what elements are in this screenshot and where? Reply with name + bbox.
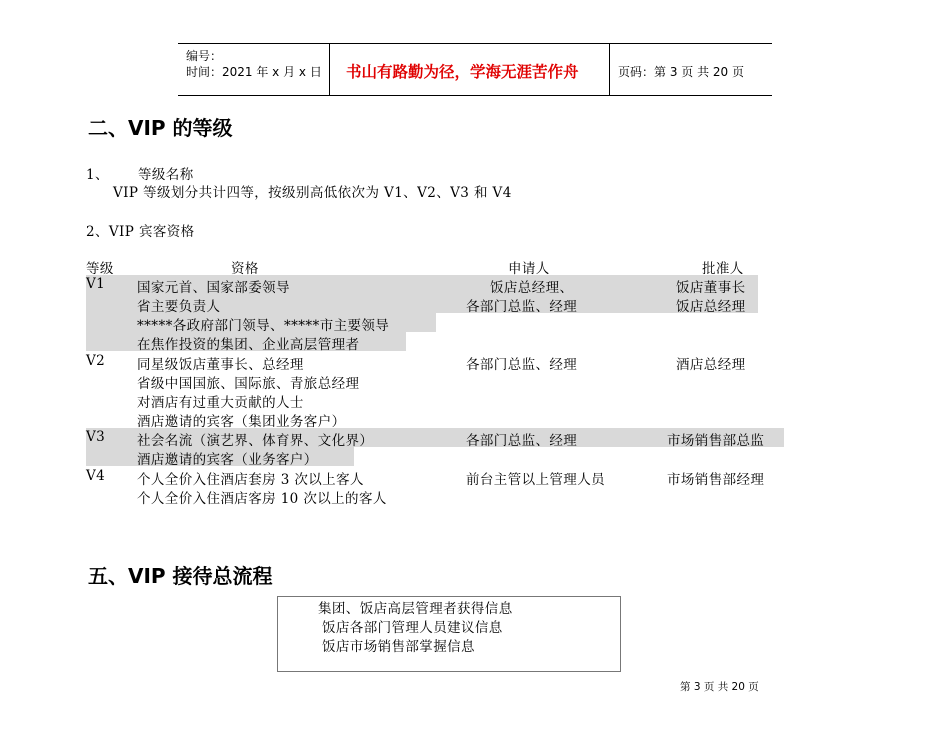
cell-approver: 饭店董事长 bbox=[676, 280, 746, 296]
cell-qualification: 酒店邀请的宾客（集团业务客户） bbox=[137, 414, 346, 430]
cell-approver: 市场销售部经理 bbox=[667, 472, 765, 488]
page-footer: 第 3 页 共 20 页 bbox=[680, 681, 759, 693]
cell-applicant: 各部门总监、经理 bbox=[466, 299, 578, 315]
cell-qualification: 省主要负责人 bbox=[137, 299, 221, 315]
section-title-vip-process: 五、VIP 接待总流程 bbox=[88, 564, 273, 588]
cell-qualification: 在焦作投资的集团、企业高层管理者 bbox=[137, 337, 360, 353]
item2-title: 2、VIP 宾客资格 bbox=[86, 224, 195, 240]
flow-step: 饭店市场销售部掌握信息 bbox=[322, 639, 475, 655]
header-page-info: 页码：第 3 页 共 20 页 bbox=[618, 65, 744, 79]
cell-qualification: 对酒店有过重大贡献的人士 bbox=[137, 395, 304, 411]
cell-approver: 饭店总经理 bbox=[676, 299, 746, 315]
time-label: 时间：2021 年 x 月 x 日 bbox=[186, 65, 322, 79]
header-divider bbox=[609, 44, 610, 95]
header-motto: 书山有路勤为径，学海无涯苦作舟 bbox=[346, 63, 579, 81]
cell-applicant: 各部门总监、经理 bbox=[466, 433, 578, 449]
cell-qualification: 酒店邀请的宾客（业务客户） bbox=[137, 452, 318, 468]
header-applicant: 申请人 bbox=[508, 261, 550, 277]
cell-approver: 酒店总经理 bbox=[676, 357, 746, 373]
cell-level: V1 bbox=[86, 276, 106, 292]
cell-qualification: 社会名流（演艺界、体育界、文化界） bbox=[137, 433, 374, 449]
flow-step: 集团、饭店高层管理者获得信息 bbox=[318, 601, 513, 617]
cell-applicant: 各部门总监、经理 bbox=[466, 357, 578, 373]
flow-step: 饭店各部门管理人员建议信息 bbox=[322, 620, 503, 636]
header-level: 等级 bbox=[86, 261, 114, 277]
cell-qualification: *****各政府部门领导、*****市主要领导 bbox=[137, 318, 390, 334]
header-qualification: 资格 bbox=[231, 261, 259, 277]
cell-qualification: 省级中国国旅、国际旅、青旅总经理 bbox=[137, 376, 360, 392]
cell-approver: 市场销售部总监 bbox=[667, 433, 765, 449]
header-divider bbox=[329, 44, 330, 95]
cell-level: V3 bbox=[86, 429, 106, 445]
cell-qualification: 同星级饭店董事长、总经理 bbox=[137, 357, 304, 373]
item1-number: 1、 bbox=[86, 167, 109, 183]
page-header bbox=[178, 43, 772, 96]
section-title-vip-levels: 二、VIP 的等级 bbox=[88, 116, 233, 140]
code-label: 编号： bbox=[186, 49, 223, 63]
item1-title: 等级名称 bbox=[138, 167, 194, 183]
cell-qualification: 个人全价入住酒店套房 3 次以上客人 bbox=[137, 472, 364, 488]
flow-chart-box bbox=[277, 596, 621, 672]
item1-description: VIP 等级划分共计四等，按级别高低依次为 V1、V2、V3 和 V4 bbox=[113, 185, 512, 201]
header-approver: 批准人 bbox=[702, 261, 744, 277]
cell-qualification: 国家元首、国家部委领导 bbox=[137, 280, 290, 296]
cell-qualification: 个人全价入住酒店客房 10 次以上的客人 bbox=[137, 491, 387, 507]
cell-applicant: 前台主管以上管理人员 bbox=[466, 472, 605, 488]
cell-applicant: 饭店总经理、 bbox=[490, 280, 574, 296]
cell-level: V2 bbox=[86, 353, 106, 369]
cell-level: V4 bbox=[86, 468, 106, 484]
